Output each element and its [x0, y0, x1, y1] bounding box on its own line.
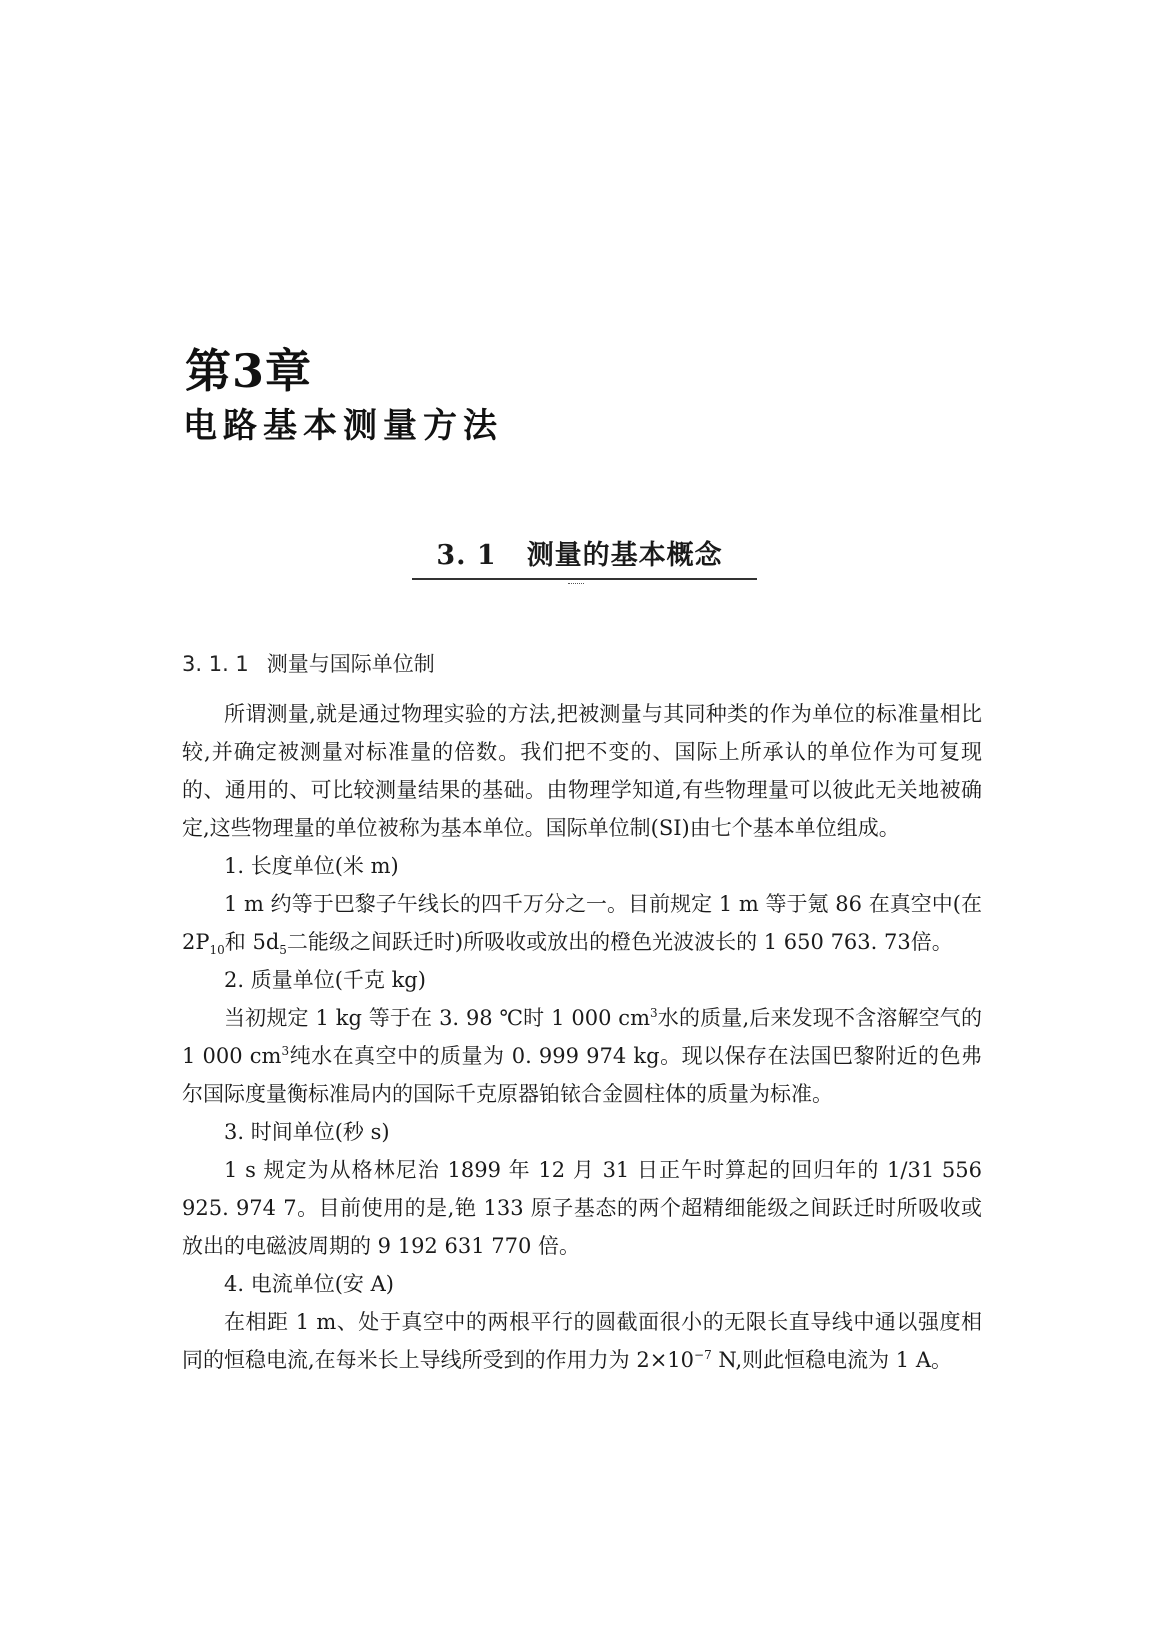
- mass-unit-paragraph: [182, 999, 982, 1113]
- current-text-b: N,则此恒稳电流为 1 A。: [711, 1348, 952, 1372]
- intro-paragraph: 所谓测量,就是通过物理实验的方法,把被测量与其同种类的作为单位的标准量相比较,并确定被测量对标准量的倍数。我们把不变的、国际上所承认的单位作为可复现的、通用的、可比较测量结果的基础。由物理学知道,有些物理量可以彼此无关地被确定,这些物理量的单位被称为基本单位。国际单位制(SI)由七个基本单位组成。: [182, 702, 982, 840]
- chapter-label: 第3章: [185, 344, 313, 398]
- length-subscript-1: 10: [209, 943, 225, 958]
- mass-unit-heading: 2. 质量单位(千克 kg): [224, 968, 426, 992]
- length-text-b: 和 5d: [224, 930, 280, 954]
- mass-text-c: 纯水在真空中的质量为 0. 999 974 kg。现以保存在法国巴黎附近的色弗尔国际度量衡标准局内的国际千克原器铂铱合金圆柱体的质量为标准。: [182, 1044, 983, 1106]
- body-text: [182, 695, 982, 1379]
- mass-text-a: 当初规定 1 kg 等于在 3. 98 ℃时 1 000 cm: [224, 1006, 650, 1030]
- current-unit-paragraph: [182, 1303, 982, 1379]
- subsection-heading: [182, 648, 435, 678]
- current-superscript: −7: [694, 1348, 712, 1362]
- time-unit-paragraph: 1 s 规定为从格林尼治 1899 年 12 月 31 日正午时算起的回归年的 1/31 556 925. 974 7。目前使用的是,铯 133 原子基态的两个超精细能级之间跃迁时所吸收或放出的电磁波周期的 9 192 631 770 倍。: [182, 1158, 983, 1258]
- section-underline-ornament: [568, 580, 584, 584]
- mass-text-b: 水的质量,后来发现不含溶解空气的 1 000 cm: [182, 1006, 982, 1068]
- subsection-title: 测量与国际单位制: [266, 652, 435, 676]
- section-title: 测量的基本概念: [526, 540, 723, 571]
- length-text-c: 二能级之间跃迁时)所吸收或放出的橙色光波波长的 1 650 763. 73倍。: [286, 930, 953, 954]
- mass-superscript-2: 3: [281, 1044, 290, 1058]
- current-text-a: 在相距 1 m、处于真空中的两根平行的圆截面很小的无限长直导线中通以强度相同的恒稳电流,在每米长上导线所受到的作用力为 2×10: [182, 1310, 982, 1372]
- length-subscript-2: 5: [279, 943, 287, 958]
- length-unit-paragraph: [182, 885, 982, 961]
- mass-superscript-1: 3: [649, 1006, 658, 1020]
- subsection-number: 3. 1. 1: [182, 652, 249, 676]
- chapter-title: 电路基本测量方法: [183, 406, 503, 446]
- section-number: 3. 1: [436, 540, 497, 571]
- section-underline: [412, 578, 757, 580]
- time-unit-heading: 3. 时间单位(秒 s): [224, 1120, 390, 1144]
- current-unit-heading: 4. 电流单位(安 A): [224, 1272, 394, 1296]
- length-unit-heading: 1. 长度单位(米 m): [224, 854, 399, 878]
- section-heading: [0, 533, 1159, 572]
- length-text-a: 1 m 约等于巴黎子午线长的四千万分之一。目前规定 1 m 等于氪 86 在真空中(在 2P: [182, 892, 982, 954]
